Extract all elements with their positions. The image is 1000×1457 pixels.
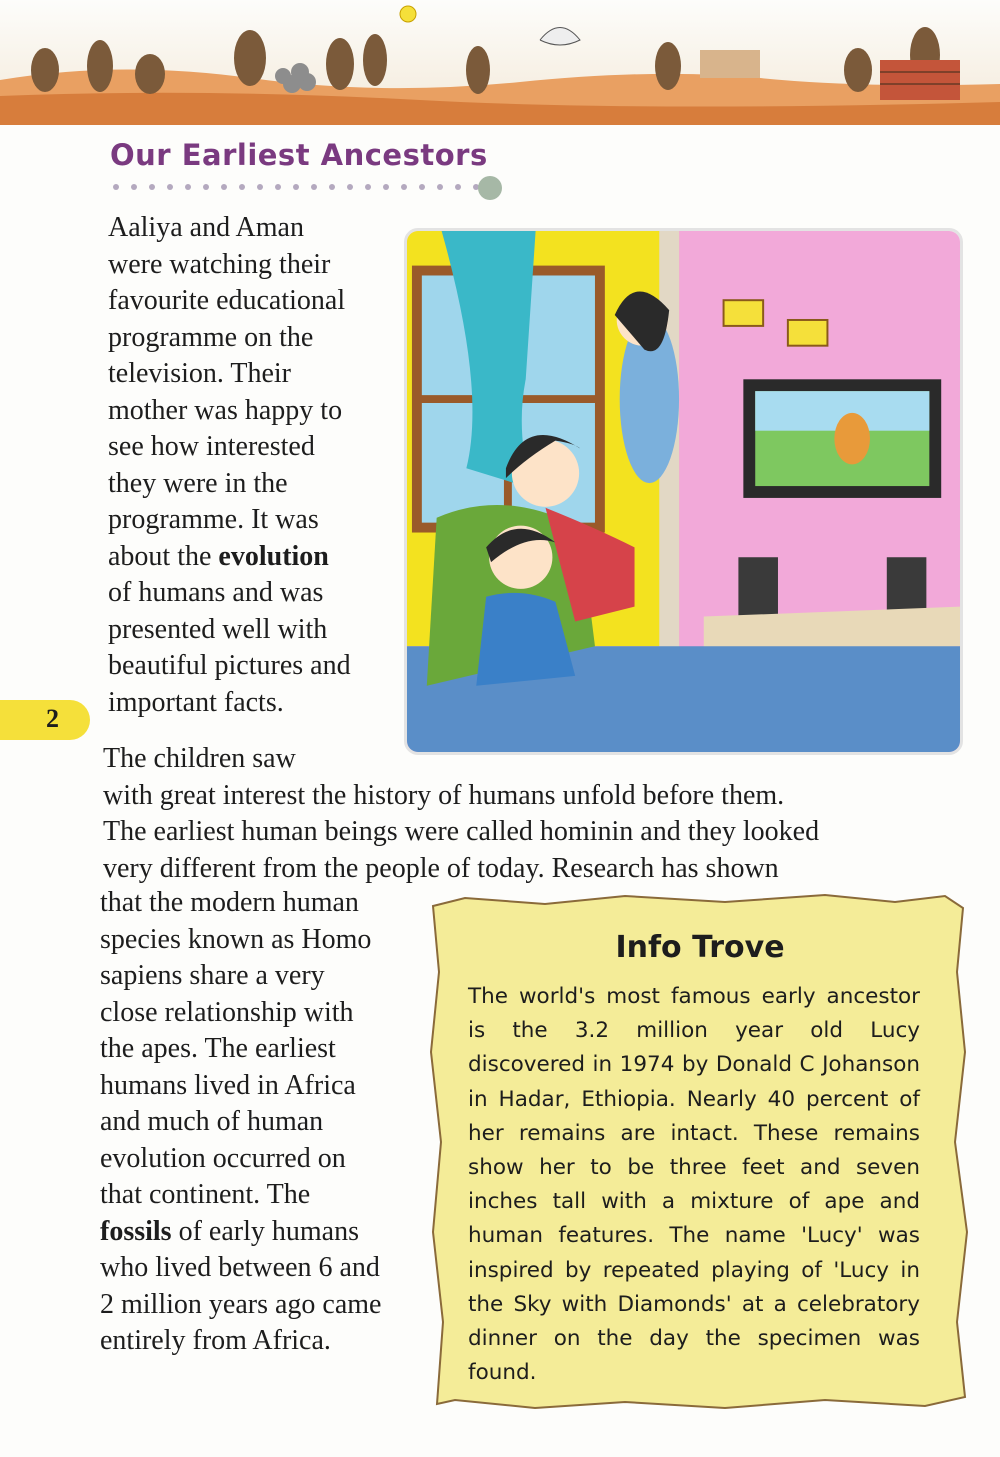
intro-line: beautiful pictures and [108,650,351,681]
info-trove-title: Info Trove [615,930,785,965]
lower-line: evolution occurred on [100,1142,346,1174]
lower-line: entirely from Africa. [100,1325,331,1356]
intro-line: they were in the [108,467,288,499]
lower-paragraph [100,885,435,1360]
header-banner-illustration [0,0,1000,125]
intro-line: important facts. [108,686,284,718]
intro-line: mother was happy to [108,394,343,426]
middle-line: The earliest human beings were called hominin and they looked [103,816,820,847]
lower-line: close relationship with [100,996,354,1028]
lower-line: that continent. The [100,1179,311,1210]
intro-line: see how interested [108,431,315,462]
lower-line: sapiens share a very [100,960,325,991]
lower-line: that the modern human [100,887,359,918]
family-watching-tv-illustration [404,228,963,755]
intro-line: of humans and was [108,577,324,608]
intro-line: about the [108,540,219,572]
lower-line: species known as Homo [100,923,372,955]
info-trove-text: The world's most famous early ancestor is the 3.2 million year old Lucy discovered in 1974 by Donald C Johanson in Hadar, Ethiopia. Nearly 40 percent of her remains are intact. These remains show her to be three feet and seven inches tall with a mixture of ape and human features. The name 'Lucy' was inspired by repeated playing of 'Lucy in the Sky with Diamonds' at a celebratory dinner on the day the specimen was found. [468,984,920,1386]
middle-line: very different from the people of today. Research has shown [103,852,779,884]
keyword-evolution: evolution [218,540,329,572]
lower-line: who lived between 6 and [100,1252,380,1283]
middle-line: with great interest the history of humans unfold before them. [103,779,785,811]
keyword-fossils: fossils [100,1215,172,1247]
lower-line: and much of human [100,1106,324,1137]
intro-line: favourite educational [108,285,346,316]
page-title: Our Earliest Ancestors [110,138,488,172]
page-number-tab [0,700,90,740]
intro-line: Aaliya and Aman [108,212,304,243]
lower-line: the apes. The earliest [100,1033,336,1064]
intro-line: programme. It was [108,504,319,535]
title-dot-divider [112,175,512,205]
intro-line: presented well with [108,613,328,645]
page-number: 2 [46,704,59,733]
intro-paragraph [108,210,408,721]
intro-line: television. Their [108,358,291,389]
middle-paragraph [103,741,963,887]
middle-line: The children saw [103,743,296,774]
intro-line: programme on the [108,321,314,353]
lower-line: humans lived in Africa [100,1069,356,1101]
intro-line: were watching their [108,248,331,280]
lower-line: 2 million years ago came [100,1288,382,1320]
lower-line: of early humans [171,1215,359,1247]
